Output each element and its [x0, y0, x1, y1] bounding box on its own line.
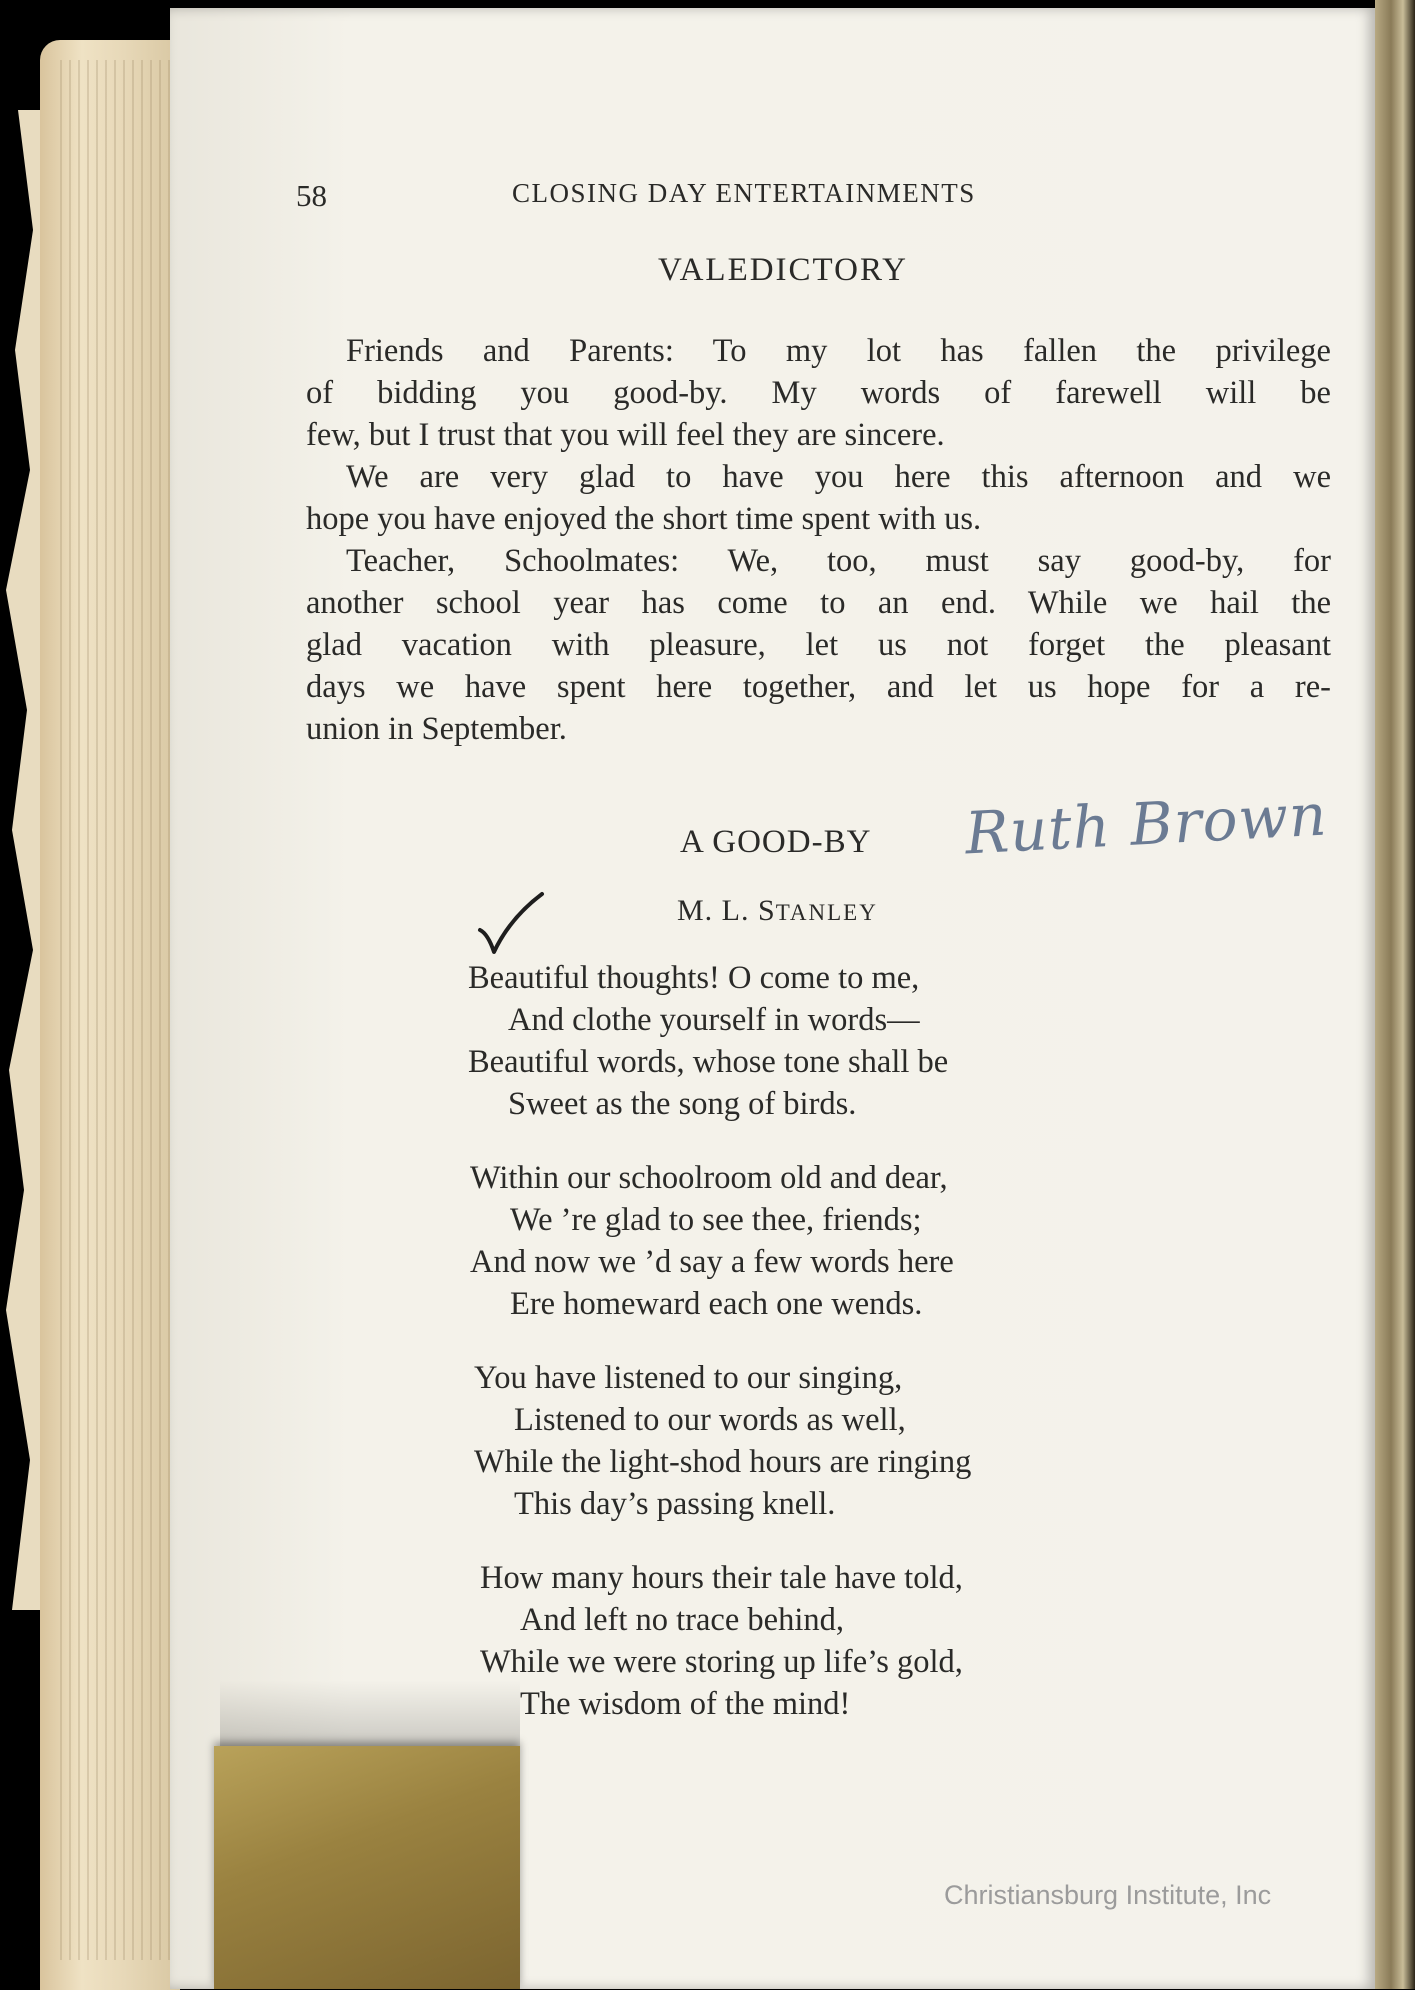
prose-line: glad vacation with pleasure, let us not forget the pleasant [306, 627, 1331, 663]
prose-line: We are very glad to have you here this afternoon and we [346, 459, 1331, 495]
poem-stanza-3 [474, 1357, 971, 1525]
poem-line: And now we ’d say a few words here [470, 1244, 954, 1280]
clip-shadow [220, 1680, 520, 1750]
poem-line: We ’re glad to see thee, friends; [510, 1202, 922, 1238]
poem-line: This day’s passing knell. [514, 1486, 836, 1522]
book-spine-edge [1375, 0, 1415, 1989]
poem-author [677, 894, 878, 928]
poem-line: Listened to our words as well, [514, 1402, 906, 1438]
poem-stanza-1 [468, 957, 948, 1125]
author-small-caps: TANLEY [775, 900, 878, 925]
valedictory-text [306, 330, 1331, 750]
poem-line: Beautiful words, whose tone shall be [468, 1044, 949, 1080]
prose-line: Friends and Parents: To my lot has fallen the privilege [346, 333, 1331, 369]
poem-line: While we were storing up life’s gold, [480, 1644, 963, 1680]
poem-line: How many hours their tale have told, [480, 1560, 963, 1596]
handwritten-signature: Ruth Brown [963, 780, 1329, 868]
prose-line: few, but I trust that you will feel they are sincere. [306, 417, 945, 453]
poem-line: While the light-shod hours are ringing [474, 1444, 972, 1480]
poem-line: Ere homeward each one wends. [510, 1286, 923, 1322]
poem-stanza-2 [470, 1157, 954, 1325]
checkmark-icon [476, 890, 548, 960]
section-title-valedictory: VALEDICTORY [658, 252, 908, 288]
poem-line: You have listened to our singing, [474, 1360, 903, 1396]
gold-page-clip [214, 1746, 520, 1989]
poem-line: Beautiful thoughts! O come to me, [468, 960, 920, 996]
poem-line: Within our schoolroom old and dear, [470, 1160, 948, 1196]
prose-line: hope you have enjoyed the short time spent with us. [306, 501, 982, 537]
page-number: 58 [296, 178, 327, 213]
poem-line: And clothe yourself in words— [508, 1002, 920, 1038]
poem-stanza-4 [480, 1557, 963, 1725]
prose-line: another school year has come to an end. While we hail the [306, 585, 1331, 621]
prose-line: days we have spent here together, and let us hope for a re- [306, 669, 1331, 705]
author-initials: M. L. S [677, 894, 776, 927]
prose-line: of bidding you good-by. My words of farewell will be [306, 375, 1331, 411]
poem-title: A GOOD-BY [680, 824, 872, 860]
page-stack-lines [60, 60, 170, 1960]
poem-line: Sweet as the song of birds. [508, 1086, 857, 1122]
prose-line: union in September. [306, 711, 567, 747]
watermark: Christiansburg Institute, Inc [944, 1880, 1272, 1910]
poem-line: And left no trace behind, [520, 1602, 844, 1638]
prose-line: Teacher, Schoolmates: We, too, must say good-by, for [346, 543, 1331, 579]
poem-line: The wisdom of the mind! [520, 1686, 851, 1722]
running-head: CLOSING DAY ENTERTAINMENTS [512, 178, 976, 208]
